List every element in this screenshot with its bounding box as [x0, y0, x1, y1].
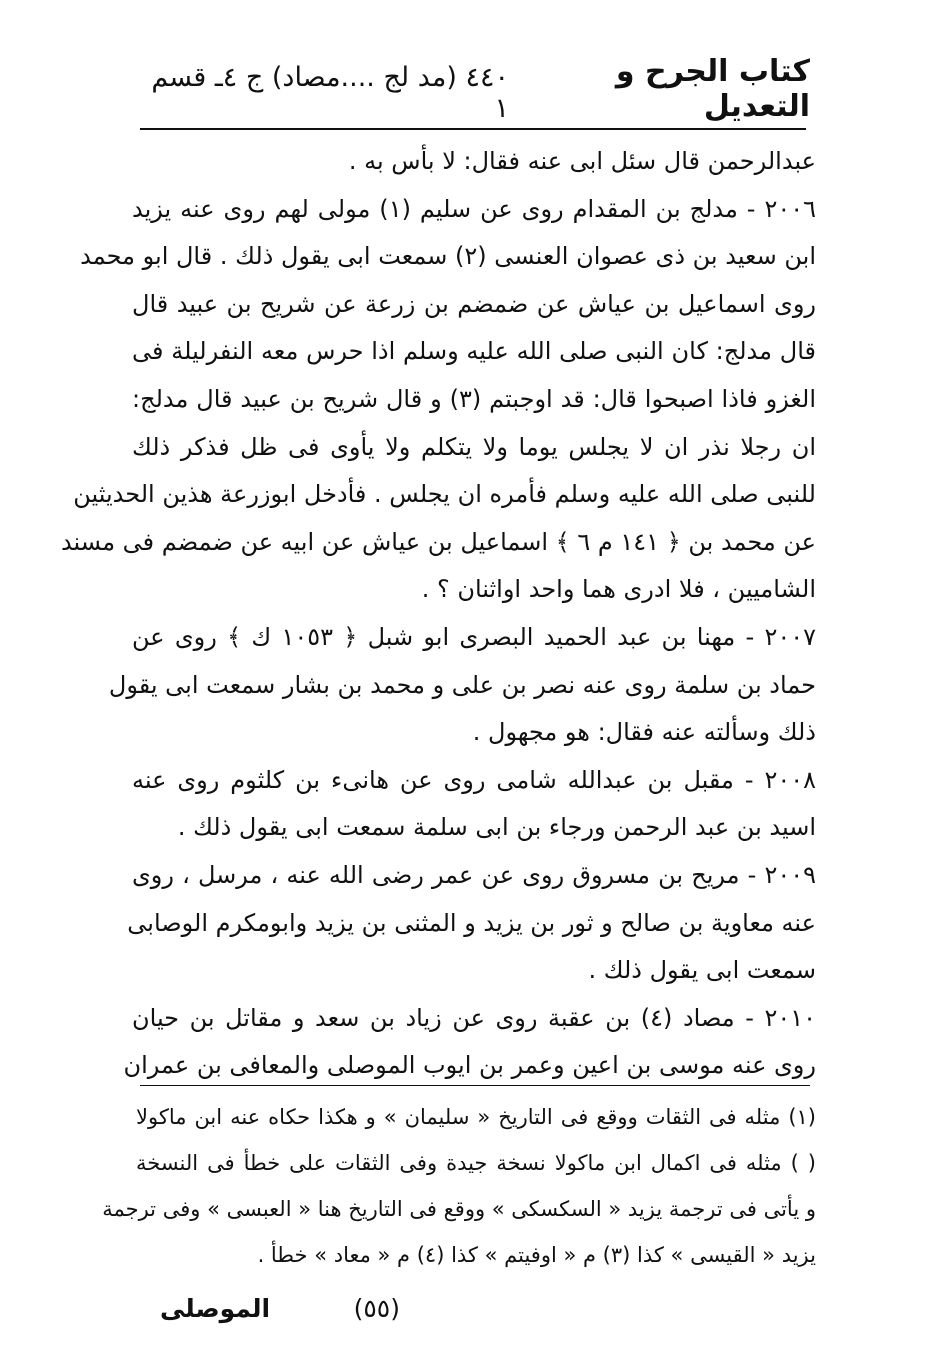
footnote-line: (١) مثله فى الثقات ووقع فى التاريخ « سليمان » و هكذا حكاه عنه ابن ماكولا — [136, 1105, 816, 1129]
text-line: ٢٠٠٦ - مدلج بن المقدام روى عن سليم (١) مولى لهم روى عنه يزيد — [132, 194, 816, 223]
text-line: الشاميين ، فلا ادرى هما واحد اواثنان ؟ . — [421, 575, 816, 604]
body-text — [60, 138, 817, 1090]
footnotes — [102, 1094, 816, 1278]
signature-mark: الموصلى — [160, 1293, 271, 1323]
page-number: (٥٥) — [353, 1293, 400, 1323]
footnote-line: ( ) مثله فى اكمال ابن ماكولا نسخة جيدة وفى الثقات على خطأ فى النسخة — [136, 1151, 816, 1175]
text-line: ٢٠١٠ - مصاد (٤) بن عقبة روى عن زياد بن سعد و مقاتل بن حيان — [132, 1003, 817, 1032]
text-line: ان رجلا نذر ان لا يجلس يوما ولا يتكلم ولا يأوى فى ظل فذكر ذلك — [132, 432, 816, 461]
text-line: حماد بن سلمة روى عنه نصر بن على و محمد بن بشار سمعت ابى يقول — [108, 670, 816, 699]
page-header — [140, 54, 810, 124]
text-line: للنبى صلى الله عليه وسلم فأمره ان يجلس . فأدخل ابوزرعة هذين الحديثين — [73, 480, 816, 509]
page-reference: ٤٤٠ (مد لج ....مصاد) ج ٤ـ قسم ١ — [151, 62, 509, 124]
text-line: ذلك وسألته عنه فقال: هو مجهول . — [472, 718, 816, 747]
footnote-rule — [140, 1085, 810, 1086]
text-line: ٢٠٠٩ - مريح بن مسروق روى عن عمر رضى الله عنه ، مرسل ، روى — [132, 860, 816, 889]
text-line: روى عنه موسى بن اعين وعمر بن ايوب الموصلى والمعافى بن عمران — [123, 1051, 816, 1080]
header-rule — [140, 128, 806, 130]
text-line: ٢٠٠٧ - مهنا بن عبد الحميد البصرى ابو شبل ﴿ ١٠٥٣ ك ﴾ روى عن — [132, 622, 816, 651]
footnote-line: و يأتى فى ترجمة يزيد « السكسكى » ووقع فى التاريخ هنا « العبسى » وفى ترجمة — [102, 1197, 816, 1221]
text-line: ابن سعيد بن ذى عصوان العنسى (٢) سمعت ابى يقول ذلك . قال ابو محمد — [80, 242, 816, 271]
text-line: سمعت ابى يقول ذلك . — [588, 956, 816, 985]
footnote-line: يزيد « القيسى » كذا (٣) م « اوفيتم » كذا (٤) م « معاد » خطأ . — [257, 1243, 816, 1267]
book-title: كتاب الجرح و التعديل — [615, 54, 810, 124]
text-line: قال مدلج: كان النبى صلى الله عليه وسلم اذا حرس معه النفرليلة فى — [132, 337, 816, 366]
text-line: اسيد بن عبد الرحمن ورجاء بن ابى سلمة سمعت ابى يقول ذلك . — [177, 813, 816, 842]
text-line: روى اسماعيل بن عياش عن ضمضم بن زرعة عن شريح بن عبيد قال — [132, 289, 816, 318]
page-footer — [160, 1288, 400, 1328]
text-line: عن محمد بن ﴿ ١٤١ م ٦ ﴾ اسماعيل بن عياش عن ابيه عن ضمضم فى مسند — [60, 527, 816, 556]
text-line: ٢٠٠٨ - مقبل بن عبدالله شامى روى عن هانىء بن كلثوم روى عنه — [132, 765, 816, 794]
text-line: عنه معاوية بن صالح و ثور بن يزيد و المثنى بن يزيد وابومكرم الوصابى — [127, 908, 816, 937]
text-line: عبدالرحمن قال سئل ابى عنه فقال: لا بأس به . — [348, 147, 816, 175]
text-line: الغزو فاذا اصبحوا قال: قد اوجبتم (٣) و قال شريح بن عبيد قال مدلج: — [132, 384, 816, 413]
